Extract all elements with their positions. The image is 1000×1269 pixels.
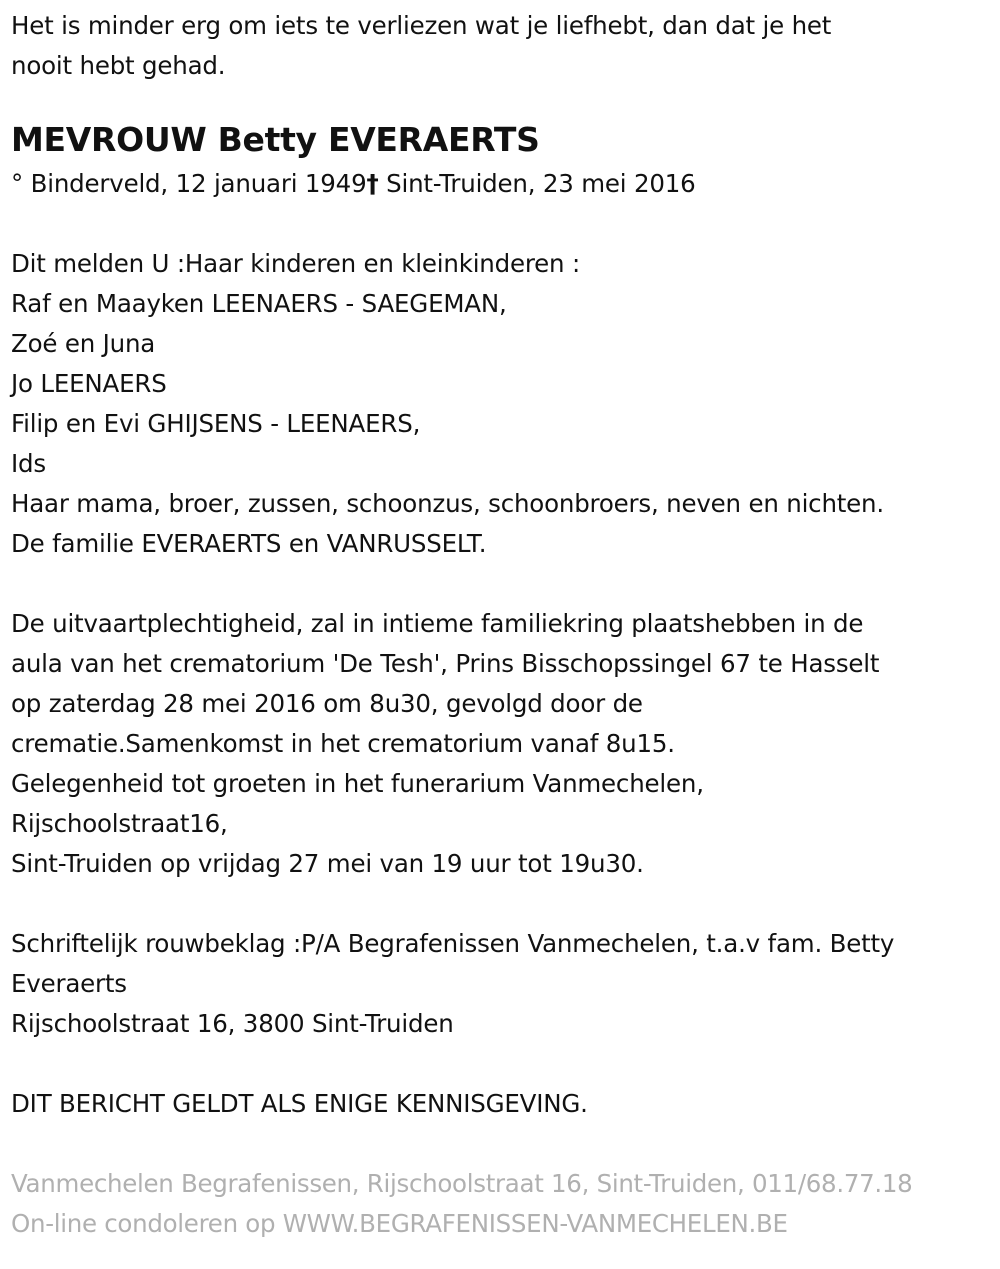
ceremony-line: Sint-Truiden op vrijdag 27 mei van 19 uur tot 19u30. [11,849,644,878]
footer-address: Vanmechelen Begrafenissen, Rijschoolstraat 16, Sint-Truiden, 011/68.77.18 [11,1169,913,1198]
announcer-line: Jo LEENAERS [11,369,167,398]
condolence-line: Everaerts [11,969,127,998]
spacer [11,884,995,924]
ceremony-line: Rijschoolstraat16, [11,809,228,838]
spacer [11,204,995,244]
footer-website: On-line condoleren op WWW.BEGRAFENISSEN-VANMECHELEN.BE [11,1209,788,1238]
notice-line: DIT BERICHT GELDT ALS ENIGE KENNISGEVING. [11,1089,588,1118]
ceremony-line: op zaterdag 28 mei 2016 om 8u30, gevolgd door de [11,689,643,718]
spacer [11,564,995,604]
announcer-line: Filip en Evi GHIJSENS - LEENAERS, [11,409,421,438]
announcer-line: Haar mama, broer, zussen, schoonzus, schoonbroers, neven en nichten. [11,489,884,518]
spacer [11,1124,995,1164]
announcer-line: Zoé en Juna [11,329,156,358]
quote-line: nooit hebt gehad. [11,51,226,80]
announcer-line: Ids [11,449,46,478]
announcer-line: Raf en Maayken LEENAERS - SAEGEMAN, [11,289,507,318]
death-info: Sint-Truiden, 23 mei 2016 [378,169,696,198]
deceased-name: MEVROUW Betty EVERAERTS [11,120,540,159]
ceremony-line: Gelegenheid tot groeten in het funerarium Vanmechelen, [11,769,704,798]
condolence-line: Rijschoolstraat 16, 3800 Sint-Truiden [11,1009,454,1038]
ceremony-line: aula van het crematorium 'De Tesh', Prins Bisschopssingel 67 te Hasselt [11,649,880,678]
ceremony-line: De uitvaartplechtigheid, zal in intieme familiekring plaatshebben in de [11,609,864,638]
quote-line: Het is minder erg om iets te verliezen wat je liefhebt, dan dat je het [11,11,832,40]
condolence-line: Schriftelijk rouwbeklag :P/A Begrafenissen Vanmechelen, t.a.v fam. Betty [11,929,895,958]
spacer [11,86,995,116]
ceremony-line: crematie.Samenkomst in het crematorium vanaf 8u15. [11,729,675,758]
spacer [11,1044,995,1084]
announcer-line: Dit melden U :Haar kinderen en kleinkinderen : [11,249,581,278]
cross-icon: † [366,169,379,198]
obituary-notice [11,6,995,1244]
announcer-line: De familie EVERAERTS en VANRUSSELT. [11,529,487,558]
birth-info: ° Binderveld, 12 januari 1949 [11,169,367,198]
life-dates [11,164,995,204]
